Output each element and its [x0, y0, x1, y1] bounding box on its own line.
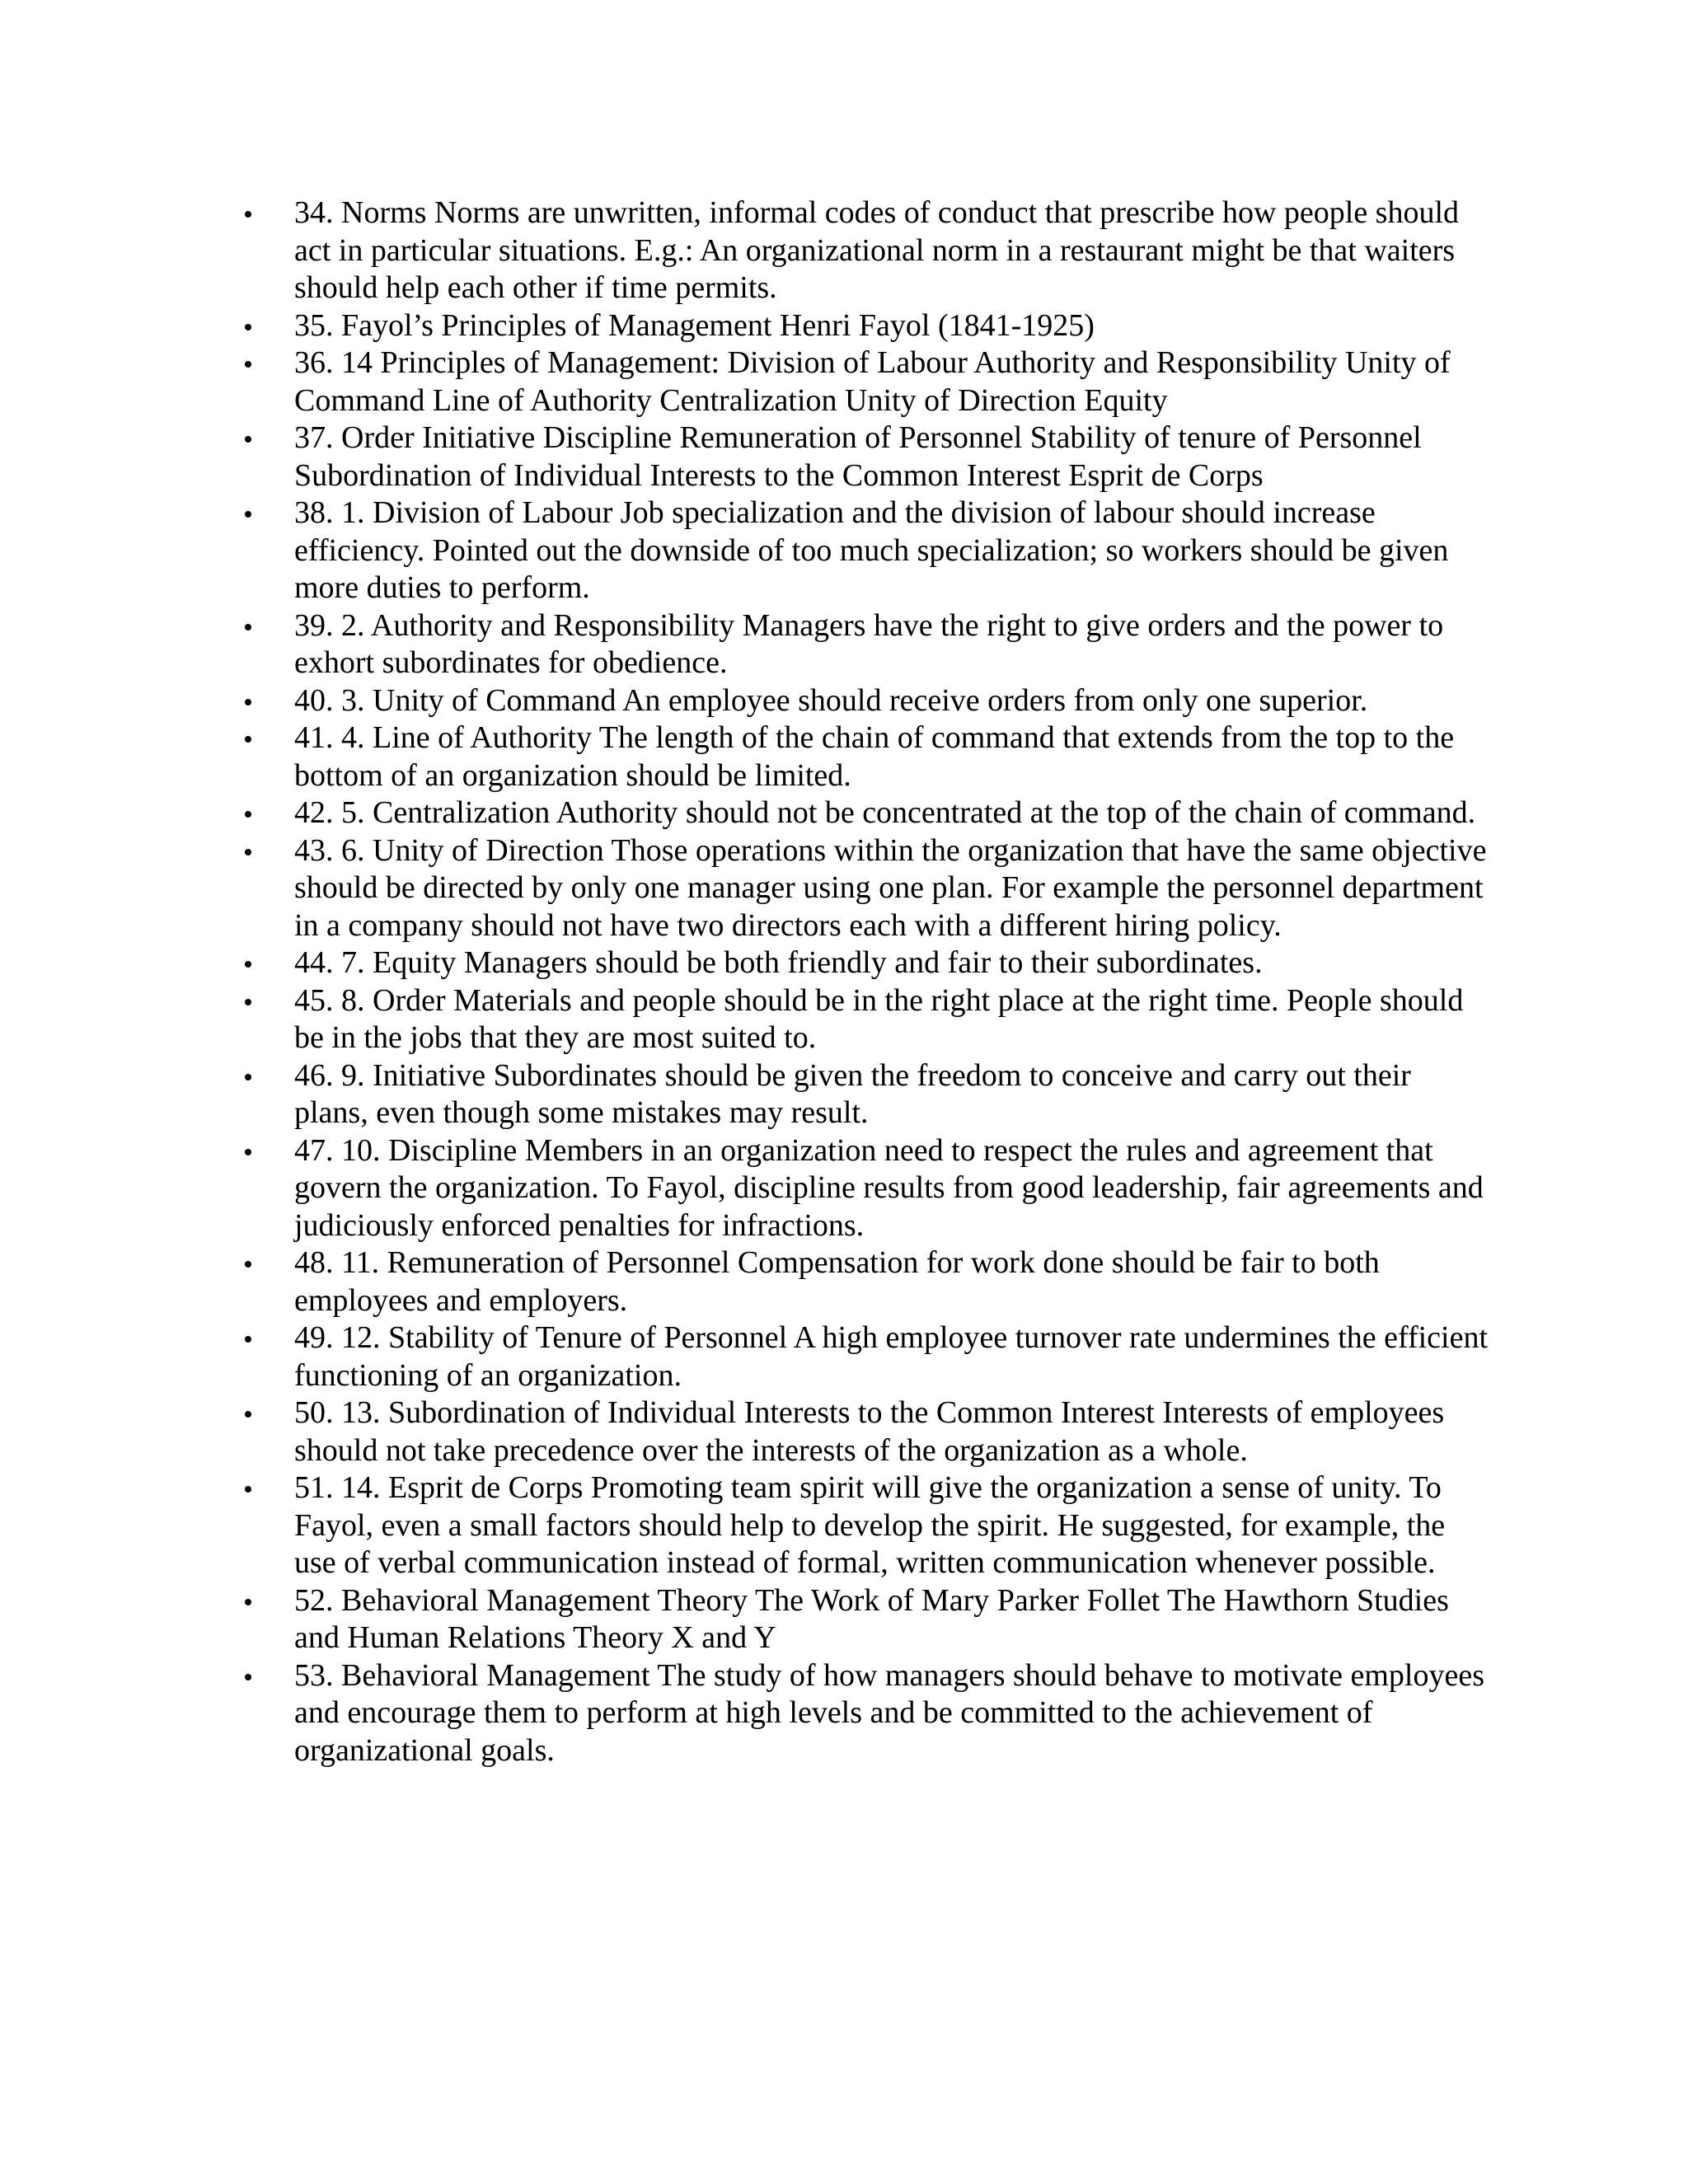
list-item	[239, 344, 1492, 419]
list-item	[239, 307, 1492, 345]
list-item	[239, 982, 1492, 1057]
bullet-icon	[245, 1411, 251, 1418]
list-item	[239, 607, 1492, 682]
bullet-icon	[245, 511, 251, 518]
list-item	[239, 1244, 1492, 1319]
list-item-text: 38. 1. Division of Labour Job specialization and the division of labour should increase efficiency. Pointed out the downside of too much specialization; so workers should be given more duties to perform.	[294, 495, 1449, 605]
bullet-icon	[245, 1336, 251, 1343]
bullet-icon	[245, 1674, 251, 1680]
bullet-icon	[245, 624, 251, 630]
list-item-text: 52. Behavioral Management Theory The Work of Mary Parker Follet The Hawthorn Studies and Human Relations Theory X and Y	[294, 1582, 1449, 1655]
list-item	[239, 1132, 1492, 1245]
list-item-text: 51. 14. Esprit de Corps Promoting team spirit will give the organization a sense of unity. To Fayol, even a small factors should help to develop the spirit. He suggested, for example, the use of verbal communication instead of formal, written communication whenever possible.	[294, 1470, 1446, 1580]
list-item-text: 50. 13. Subordination of Individual Interests to the Common Interest Interests of employees should not take precedence over the interests of the organization as a whole.	[294, 1395, 1445, 1468]
list-item-text: 36. 14 Principles of Management: Division of Labour Authority and Responsibility Unity of Command Line of Authority Centralization Unity of Direction Equity	[294, 345, 1451, 418]
bullet-icon	[245, 324, 251, 330]
list-item	[239, 419, 1492, 494]
bullet-icon	[245, 1599, 251, 1605]
bullet-icon	[245, 699, 251, 705]
list-item-text: 46. 9. Initiative Subordinates should be given the freedom to conceive and carry out their plans, even though some mistakes may result.	[294, 1057, 1411, 1130]
list-item-text: 48. 11. Remuneration of Personnel Compensation for work done should be fair to both employees and employers.	[294, 1245, 1380, 1318]
bullet-icon	[245, 849, 251, 855]
bullet-icon	[245, 1149, 251, 1155]
list-item	[239, 194, 1492, 307]
bullet-icon	[245, 361, 251, 368]
list-item-text: 45. 8. Order Materials and people should be in the right place at the right time. People should be in the jobs that they are most suited to.	[294, 982, 1464, 1055]
bullet-icon	[245, 1486, 251, 1493]
list-item	[239, 719, 1492, 794]
list-item	[239, 682, 1492, 720]
bullet-list	[239, 194, 1492, 1769]
list-item-text: 53. Behavioral Management The study of how managers should behave to motivate employees and encourage them to perform at high levels and be committed to the achievement of organizational goals.	[294, 1657, 1484, 1768]
bullet-icon	[245, 436, 251, 443]
list-item	[239, 494, 1492, 607]
list-item-text: 35. Fayol’s Principles of Management Henri Fayol (1841-1925)	[294, 307, 1095, 343]
list-item-text: 40. 3. Unity of Command An employee should receive orders from only one superior.	[294, 682, 1368, 718]
list-item-text: 44. 7. Equity Managers should be both friendly and fair to their subordinates.	[294, 945, 1263, 980]
list-item	[239, 1319, 1492, 1394]
list-item	[239, 1057, 1492, 1132]
bullet-icon	[245, 736, 251, 743]
list-item-text: 43. 6. Unity of Direction Those operations within the organization that have the same objective should be directed by only one manager using one plan. For example the personnel department in a company should not have two directors each with a different hiring policy.	[294, 832, 1487, 943]
list-item	[239, 1657, 1492, 1770]
list-item	[239, 944, 1492, 982]
bullet-icon	[245, 999, 251, 1005]
list-item	[239, 832, 1492, 945]
bullet-icon	[245, 811, 251, 818]
list-item	[239, 1582, 1492, 1657]
bullet-icon	[245, 1261, 251, 1268]
list-item-text: 47. 10. Discipline Members in an organization need to respect the rules and agreement that govern the organization. To Fayol, discipline results from good leadership, fair agreements and judiciously enforced penalties for infractions.	[294, 1132, 1484, 1243]
list-item-text: 42. 5. Centralization Authority should not be concentrated at the top of the chain of command.	[294, 795, 1476, 830]
list-item-text: 41. 4. Line of Authority The length of the chain of command that extends from the top to the bottom of an organization should be limited.	[294, 720, 1455, 793]
list-item-text: 37. Order Initiative Discipline Remuneration of Personnel Stability of tenure of Personnel Subordination of Individual Interests to the Common Interest Esprit de Corps	[294, 420, 1422, 493]
list-item	[239, 1469, 1492, 1582]
list-item	[239, 794, 1492, 832]
list-item-text: 34. Norms Norms are unwritten, informal codes of conduct that prescribe how people should act in particular situations. E.g.: An organizational norm in a restaurant might be that waiters should help each other if time permits.	[294, 195, 1460, 305]
list-item-text: 39. 2. Authority and Responsibility Managers have the right to give orders and the power to exhort subordinates for obedience.	[294, 607, 1444, 680]
list-item	[239, 1394, 1492, 1469]
bullet-icon	[245, 961, 251, 968]
list-item-text: 49. 12. Stability of Tenure of Personnel A high employee turnover rate undermines the efficient functioning of an organization.	[294, 1320, 1489, 1393]
bullet-icon	[245, 211, 251, 218]
bullet-icon	[245, 1074, 251, 1080]
